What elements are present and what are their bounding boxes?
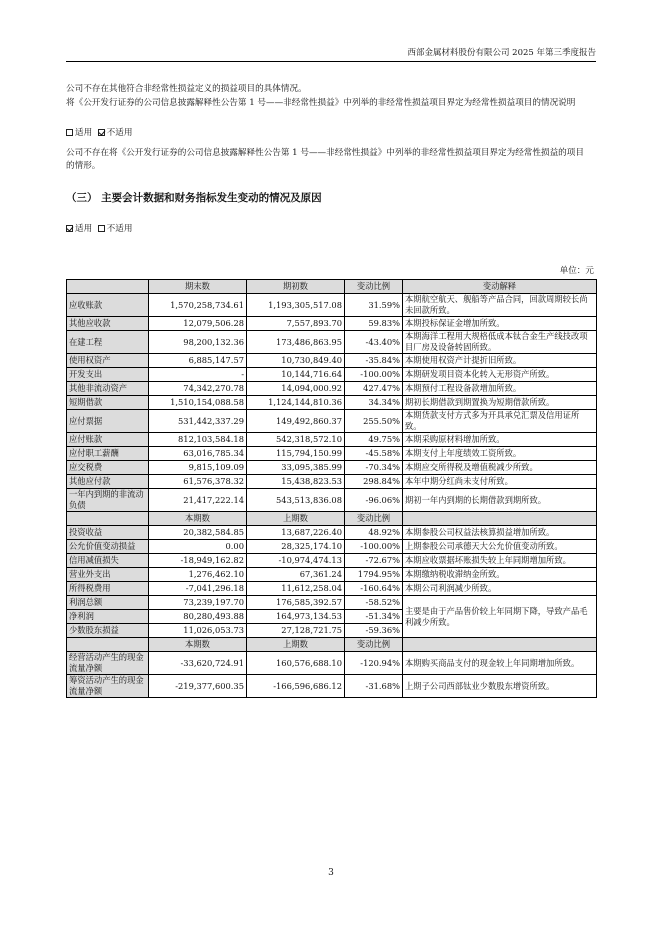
value-cell: 9,815,109.09 [149,461,247,475]
ratio-cell: -43.40% [345,331,403,354]
table-row [67,652,597,675]
explanation-cell: 本年中期分红尚未支付所致。 [403,475,597,489]
row-label-cell: 其他非流动资产 [67,382,149,396]
choice-row-2 [66,223,586,236]
ratio-cell: -58.52% [345,596,403,610]
table-row [67,568,597,582]
table-header-row [67,512,597,526]
row-label-cell: 利润总额 [67,596,149,610]
table-row [67,331,597,354]
header-cell: 上期数 [247,638,345,652]
header-cell [67,280,149,294]
ratio-cell: -51.34% [345,610,403,624]
ratio-cell: -100.00% [345,540,403,554]
table-row [67,294,597,317]
row-label-cell: 短期借款 [67,396,149,410]
table-header-row [67,638,597,652]
header-cell: 本期数 [149,512,247,526]
checkbox-unchecked-icon[interactable] [66,129,73,136]
table-header-row [67,280,597,294]
ratio-cell: -31.68% [345,675,403,698]
row-label-cell: 筹资活动产生的现金流量净额 [67,675,149,698]
ratio-cell: 1794.95% [345,568,403,582]
explanation-cell: 本期航空航天、舰船等产品合同，回款周期较长尚未回款所致。 [403,294,597,317]
table-row [67,596,597,610]
row-label-cell: 经营活动产生的现金流量净额 [67,652,149,675]
row-label-cell: 投资收益 [67,526,149,540]
ratio-cell: 255.50% [345,410,403,433]
ratio-cell: -59.36% [345,624,403,638]
row-label-cell: 应付票据 [67,410,149,433]
value-cell: 164,973,134.53 [247,610,345,624]
value-cell: 1,276,462.10 [149,568,247,582]
ratio-cell: -35.84% [345,354,403,368]
row-label-cell: 应付账款 [67,433,149,447]
explanation-cell: 本期使用权资产计提折旧所致。 [403,354,597,368]
apply-label: 适用 [75,128,93,138]
header-cell [67,638,149,652]
value-cell: 542,318,572.10 [247,433,345,447]
value-cell: 1,193,305,517.08 [247,294,345,317]
table-row [67,354,597,368]
ratio-cell: 298.84% [345,475,403,489]
checkbox-checked-icon[interactable] [98,129,105,136]
row-label-cell: 其他应付款 [67,475,149,489]
row-label-cell: 公允价值变动损益 [67,540,149,554]
checkbox-checked-icon[interactable] [66,225,73,232]
table-row [67,317,597,331]
value-cell: 531,442,337.29 [149,410,247,433]
ratio-cell: -70.34% [345,461,403,475]
ratio-cell: -72.67% [345,554,403,568]
ratio-cell: -120.94% [345,652,403,675]
row-label-cell: 少数股东损益 [67,624,149,638]
value-cell: 20,382,584.85 [149,526,247,540]
row-label-cell: 其他应收款 [67,317,149,331]
value-cell: -166,596,686.12 [247,675,345,698]
section-title: （三） 主要会计数据和财务指标发生变动的情况及原因 [66,192,322,204]
ratio-cell: 427.47% [345,382,403,396]
value-cell: 11,612,258.04 [247,582,345,596]
row-label-cell: 开发支出 [67,368,149,382]
explanation-cell: 本期缴纳税收滞纳金所致。 [403,568,597,582]
header-cell: 期初数 [247,280,345,294]
row-label-cell: 一年内到期的非流动负债 [67,489,149,512]
financial-changes-table [66,279,597,698]
header-cell [67,512,149,526]
ratio-cell: -100.00% [345,368,403,382]
explanation-cell: 上期子公司西部钛业少数股东增资所致。 [403,675,597,698]
ratio-cell: 34.34% [345,396,403,410]
explanation-cell: 本期支付上年度绩效工资所致。 [403,447,597,461]
value-cell: 15,438,823.53 [247,475,345,489]
value-cell: 160,576,688.10 [247,652,345,675]
table-row [67,526,597,540]
value-cell: 12,079,506.28 [149,317,247,331]
page-number: 3 [328,868,334,878]
explanation-cell: 本期预付工程设备款增加所致。 [403,382,597,396]
page-header: 西部金属材料股份有限公司 2025 年第三季度报告 [66,46,596,62]
explanation-cell: 本期海洋工程用大规格低成本钛合金生产线技改项目厂房及设备转固所致。 [403,331,597,354]
value-cell: 6,885,147.57 [149,354,247,368]
choice-row-1 [66,127,586,140]
header-cell: 变动比例 [345,512,403,526]
value-cell: 176,585,392.57 [247,596,345,610]
value-cell: 1,510,154,088.58 [149,396,247,410]
row-label-cell: 应交税费 [67,461,149,475]
value-cell: 10,730,849.40 [247,354,345,368]
explanation-cell: 本期参股公司权益法核算损益增加所致。 [403,526,597,540]
header-cell: 期末数 [149,280,247,294]
value-cell: -7,041,296.18 [149,582,247,596]
explanation-cell: 主要是由于产品售价较上年同期下降，导致产品毛利减少所致。 [403,596,597,638]
explanation-cell: 期初长期借款到期置换为短期借款所致。 [403,396,597,410]
ratio-cell: 31.59% [345,294,403,317]
value-cell: 7,557,893.70 [247,317,345,331]
explanation-cell: 本期研发项目资本化转入无形资产所致。 [403,368,597,382]
value-cell: 1,570,258,734.61 [149,294,247,317]
ratio-cell: -160.64% [345,582,403,596]
value-cell: 33,095,385.99 [247,461,345,475]
value-cell: 1,124,144,810.36 [247,396,345,410]
value-cell: -10,974,474.13 [247,554,345,568]
paragraph-no-reclassification: 公司不存在将《公开发行证券的公司信息披露解释性公告第 1 号——非经常性损益》中列举的非经常性损益项目界定为经常性损益的项目的情形。 [66,148,584,171]
checkbox-unchecked-icon[interactable] [98,225,105,232]
row-label-cell: 应收账款 [67,294,149,317]
explanation-cell: 期初一年内到期的长期借款到期所致。 [403,489,597,512]
explanation-cell: 上期参股公司承德天大公允价值变动所致。 [403,540,597,554]
value-cell: 28,325,174.10 [247,540,345,554]
value-cell: -33,620,724.91 [149,652,247,675]
ratio-cell: -96.06% [345,489,403,512]
header-cell: 变动解释 [403,280,597,294]
not-apply-label: 不适用 [106,128,133,138]
value-cell: 14,094,000.92 [247,382,345,396]
table-row [67,489,597,512]
value-cell: 115,794,150.99 [247,447,345,461]
value-cell: -219,377,600.35 [149,675,247,698]
table-row [67,675,597,698]
value-cell: 21,417,222.14 [149,489,247,512]
value-cell: - [149,368,247,382]
header-cell: 变动比例 [345,638,403,652]
value-cell: 73,239,197.70 [149,596,247,610]
ratio-cell: -45.58% [345,447,403,461]
value-cell: -18,949,162.82 [149,554,247,568]
paragraph-other-items: 公司不存在其他符合非经常性损益定义的损益项目的具体情况。 [66,84,307,94]
header-cell [403,512,597,526]
value-cell: 173,486,863.95 [247,331,345,354]
value-cell: 63,016,785.34 [149,447,247,461]
value-cell: 11,026,053.73 [149,624,247,638]
value-cell: 10,144,716.64 [247,368,345,382]
value-cell: 61,576,378.32 [149,475,247,489]
table-row [67,433,597,447]
table-row [67,447,597,461]
row-label-cell: 所得税费用 [67,582,149,596]
row-label-cell: 信用减值损失 [67,554,149,568]
value-cell: 74,342,270.78 [149,382,247,396]
row-label-cell: 应付职工薪酬 [67,447,149,461]
table-row [67,410,597,433]
value-cell: 98,200,132.36 [149,331,247,354]
row-label-cell: 营业外支出 [67,568,149,582]
explanation-cell: 本期购买商品支付的现金较上年同期增加所致。 [403,652,597,675]
row-label-cell: 净利润 [67,610,149,624]
value-cell: 13,687,226.40 [247,526,345,540]
unit-label: 单位：元 [559,266,594,276]
apply-label: 适用 [75,224,93,234]
row-label-cell: 使用权资产 [67,354,149,368]
table-row [67,396,597,410]
ratio-cell: 59.83% [345,317,403,331]
explanation-cell: 本期采购原材料增加所致。 [403,433,597,447]
value-cell: 67,361.24 [247,568,345,582]
paragraph-reclassification: 将《公开发行证券的公司信息披露解释性公告第 1 号——非经常性损益》中列举的非经常性损益项目界定为经常性损益项目的情况说明 [66,98,576,108]
table-row [67,582,597,596]
not-apply-label: 不适用 [106,224,133,234]
row-label-cell: 在建工程 [67,331,149,354]
value-cell: 27,128,721.75 [247,624,345,638]
explanation-cell: 本期应交所得税及增值税减少所致。 [403,461,597,475]
ratio-cell: 49.75% [345,433,403,447]
header-cell [403,638,597,652]
table-row [67,540,597,554]
value-cell: 80,280,493.88 [149,610,247,624]
table-row [67,368,597,382]
header-cell: 本期数 [149,638,247,652]
explanation-cell: 本期公司利润减少所致。 [403,582,597,596]
table-row [67,382,597,396]
header-cell: 变动比例 [345,280,403,294]
explanation-cell: 本期投标保证金增加所致。 [403,317,597,331]
header-cell: 上期数 [247,512,345,526]
value-cell: 149,492,860.37 [247,410,345,433]
table-row [67,475,597,489]
value-cell: 0.00 [149,540,247,554]
ratio-cell: 48.92% [345,526,403,540]
explanation-cell: 本期应收票据坏账损失较上年同期增加所致。 [403,554,597,568]
value-cell: 812,103,584.18 [149,433,247,447]
table-row [67,461,597,475]
explanation-cell: 本期货款支付方式多为开具承兑汇票及信用证所致。 [403,410,597,433]
table-row [67,554,597,568]
value-cell: 543,513,836.08 [247,489,345,512]
